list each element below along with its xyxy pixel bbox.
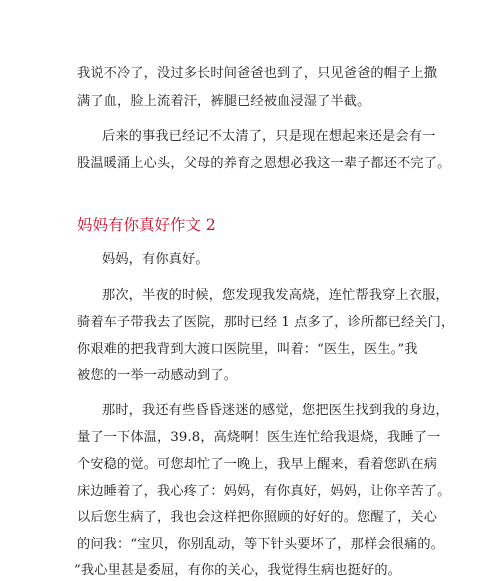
paragraph-5-line-6: 的问我：“宝贝，你别乱动，等下针头要坏了，那样会很痛的。 (77, 537, 445, 552)
paragraph-5-line-5: 以后您生病了，我也会这样把你照顾的好好的。您醒了，关心 (77, 510, 438, 525)
paragraph-4-line-3: 你艰难的把我背到大渡口医院里，叫着：“医生，医生。”我 (77, 342, 418, 357)
paragraph-3-line-1: 妈妈，有你真好。 (102, 252, 209, 267)
section-heading: 妈妈有你真好作文 2 (77, 216, 216, 234)
paragraph-1-line-2: 满了血，脸上流着汗，裤腿已经被血浸湿了半截。 (77, 94, 371, 109)
paragraph-5-line-1: 那时，我还有些昏昏迷迷的感觉，您把医生找到我的身边， (102, 403, 449, 418)
paragraph-2-line-1: 后来的事我已经记不太清了，只是现在想起来还是会有一 (102, 129, 436, 144)
paragraph-4-line-4: 被您的一举一动感动到了。 (77, 368, 238, 383)
paragraph-4-line-1: 那次，半夜的时候，您发现我发高烧，连忙帮我穿上衣服， (102, 288, 449, 303)
paragraph-5-line-3: 个安稳的觉。可您却忙了一晚上，我早上醒来，看着您趴在病 (77, 457, 438, 472)
paragraph-5-line-2: 量了一下体温，39.8，高烧啊！医生连忙给我退烧，我睡了一 (77, 430, 441, 445)
paragraph-1-line-1: 我说不冷了，没过多长时间爸爸也到了，只见爸爸的帽子上撒 (77, 66, 438, 81)
paragraph-2-line-2: 股温暖涌上心头，父母的养育之恩想必我这一辈子都还不完了。 (77, 156, 451, 171)
paragraph-5-line-7: ”我心里甚是委屈，有你的关心，我觉得生病也挺好的。 (74, 563, 401, 578)
paragraph-4-line-2: 骑着车子带我去了医院，那时已经 1 点多了，诊所都已经关门， (77, 315, 455, 330)
paragraph-5-line-4: 床边睡着了，我心疼了：妈妈，有你真好，妈妈，让你辛苦了。 (77, 484, 451, 499)
